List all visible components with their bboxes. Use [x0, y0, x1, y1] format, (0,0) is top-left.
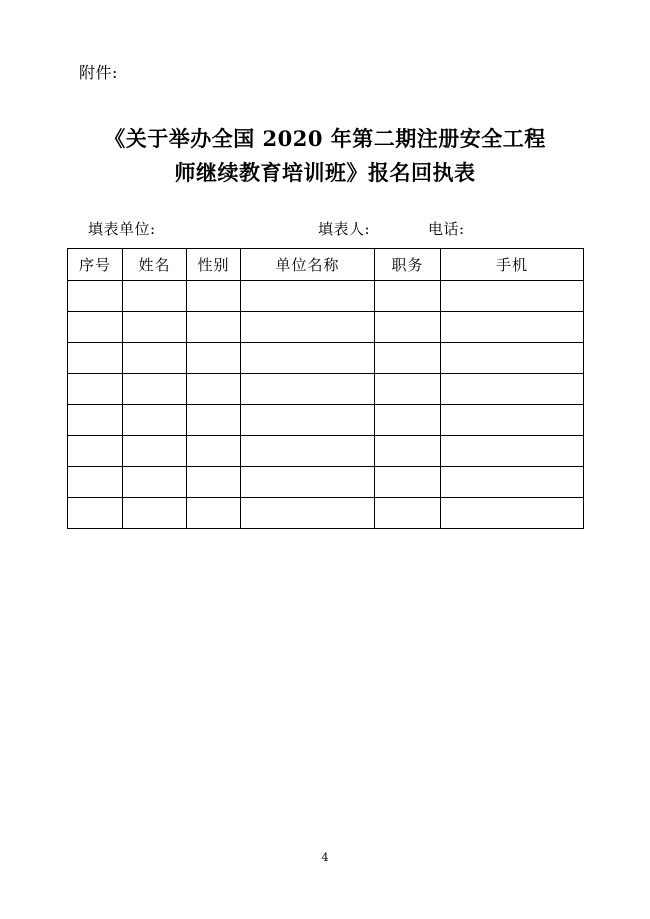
table-cell[interactable]	[375, 374, 441, 405]
table-cell[interactable]	[123, 374, 187, 405]
table-header-cell: 性别	[187, 249, 241, 281]
table-cell[interactable]	[123, 498, 187, 529]
table-cell[interactable]	[187, 436, 241, 467]
table-cell[interactable]	[68, 343, 123, 374]
table-cell[interactable]	[68, 405, 123, 436]
table-cell[interactable]	[241, 467, 375, 498]
table-cell[interactable]	[241, 405, 375, 436]
table-cell[interactable]	[241, 312, 375, 343]
table-cell[interactable]	[441, 312, 584, 343]
table-cell[interactable]	[441, 498, 584, 529]
table-header-row	[68, 249, 584, 281]
meta-unit-label: 填表单位:	[88, 220, 156, 238]
table-cell[interactable]	[441, 467, 584, 498]
table-cell[interactable]	[375, 467, 441, 498]
table-row	[68, 405, 584, 436]
page-title-line-2: 师继续教育培训班》报名回执表	[174, 160, 476, 185]
table-cell[interactable]	[441, 436, 584, 467]
table-row	[68, 467, 584, 498]
table-cell[interactable]	[68, 436, 123, 467]
meta-phone-label: 电话:	[428, 220, 465, 238]
page-number: 4	[321, 851, 329, 864]
table-cell[interactable]	[187, 374, 241, 405]
table-cell[interactable]	[241, 436, 375, 467]
table-header-cell: 序号	[68, 249, 123, 281]
table-cell[interactable]	[241, 374, 375, 405]
table-cell[interactable]	[123, 312, 187, 343]
table-cell[interactable]	[441, 405, 584, 436]
table-cell[interactable]	[441, 343, 584, 374]
meta-person-label: 填表人:	[318, 220, 371, 238]
table-cell[interactable]	[68, 467, 123, 498]
table-cell[interactable]	[68, 498, 123, 529]
table-cell[interactable]	[375, 343, 441, 374]
table-cell[interactable]	[241, 498, 375, 529]
table-cell[interactable]	[123, 281, 187, 312]
table-cell[interactable]	[68, 312, 123, 343]
table-cell[interactable]	[68, 374, 123, 405]
page-title	[75, 122, 575, 190]
table-cell[interactable]	[123, 436, 187, 467]
table-cell[interactable]	[187, 405, 241, 436]
table-cell[interactable]	[123, 343, 187, 374]
table-cell[interactable]	[187, 498, 241, 529]
page-title-line-1: 《关于举办全国 2020 年第二期注册安全工程	[104, 126, 546, 151]
table-row	[68, 281, 584, 312]
table-cell[interactable]	[375, 436, 441, 467]
table-cell[interactable]	[123, 405, 187, 436]
table-cell[interactable]	[241, 343, 375, 374]
registration-table	[67, 248, 584, 529]
table-header-cell: 职务	[375, 249, 441, 281]
table-cell[interactable]	[187, 343, 241, 374]
table-cell[interactable]	[375, 405, 441, 436]
table-row	[68, 312, 584, 343]
table-header-cell: 姓名	[123, 249, 187, 281]
table-row	[68, 436, 584, 467]
table-cell[interactable]	[123, 467, 187, 498]
table-cell[interactable]	[187, 467, 241, 498]
table-cell[interactable]	[375, 312, 441, 343]
table-header-cell: 单位名称	[241, 249, 375, 281]
table-cell[interactable]	[187, 281, 241, 312]
attachment-label: 附件:	[79, 63, 118, 82]
table-row	[68, 374, 584, 405]
table-header-cell: 手机	[441, 249, 584, 281]
table-cell[interactable]	[375, 498, 441, 529]
table-cell[interactable]	[187, 312, 241, 343]
table-cell[interactable]	[441, 374, 584, 405]
table-row	[68, 343, 584, 374]
table-cell[interactable]	[241, 281, 375, 312]
table-cell[interactable]	[441, 281, 584, 312]
table-cell[interactable]	[375, 281, 441, 312]
table-cell[interactable]	[68, 281, 123, 312]
table-row	[68, 498, 584, 529]
